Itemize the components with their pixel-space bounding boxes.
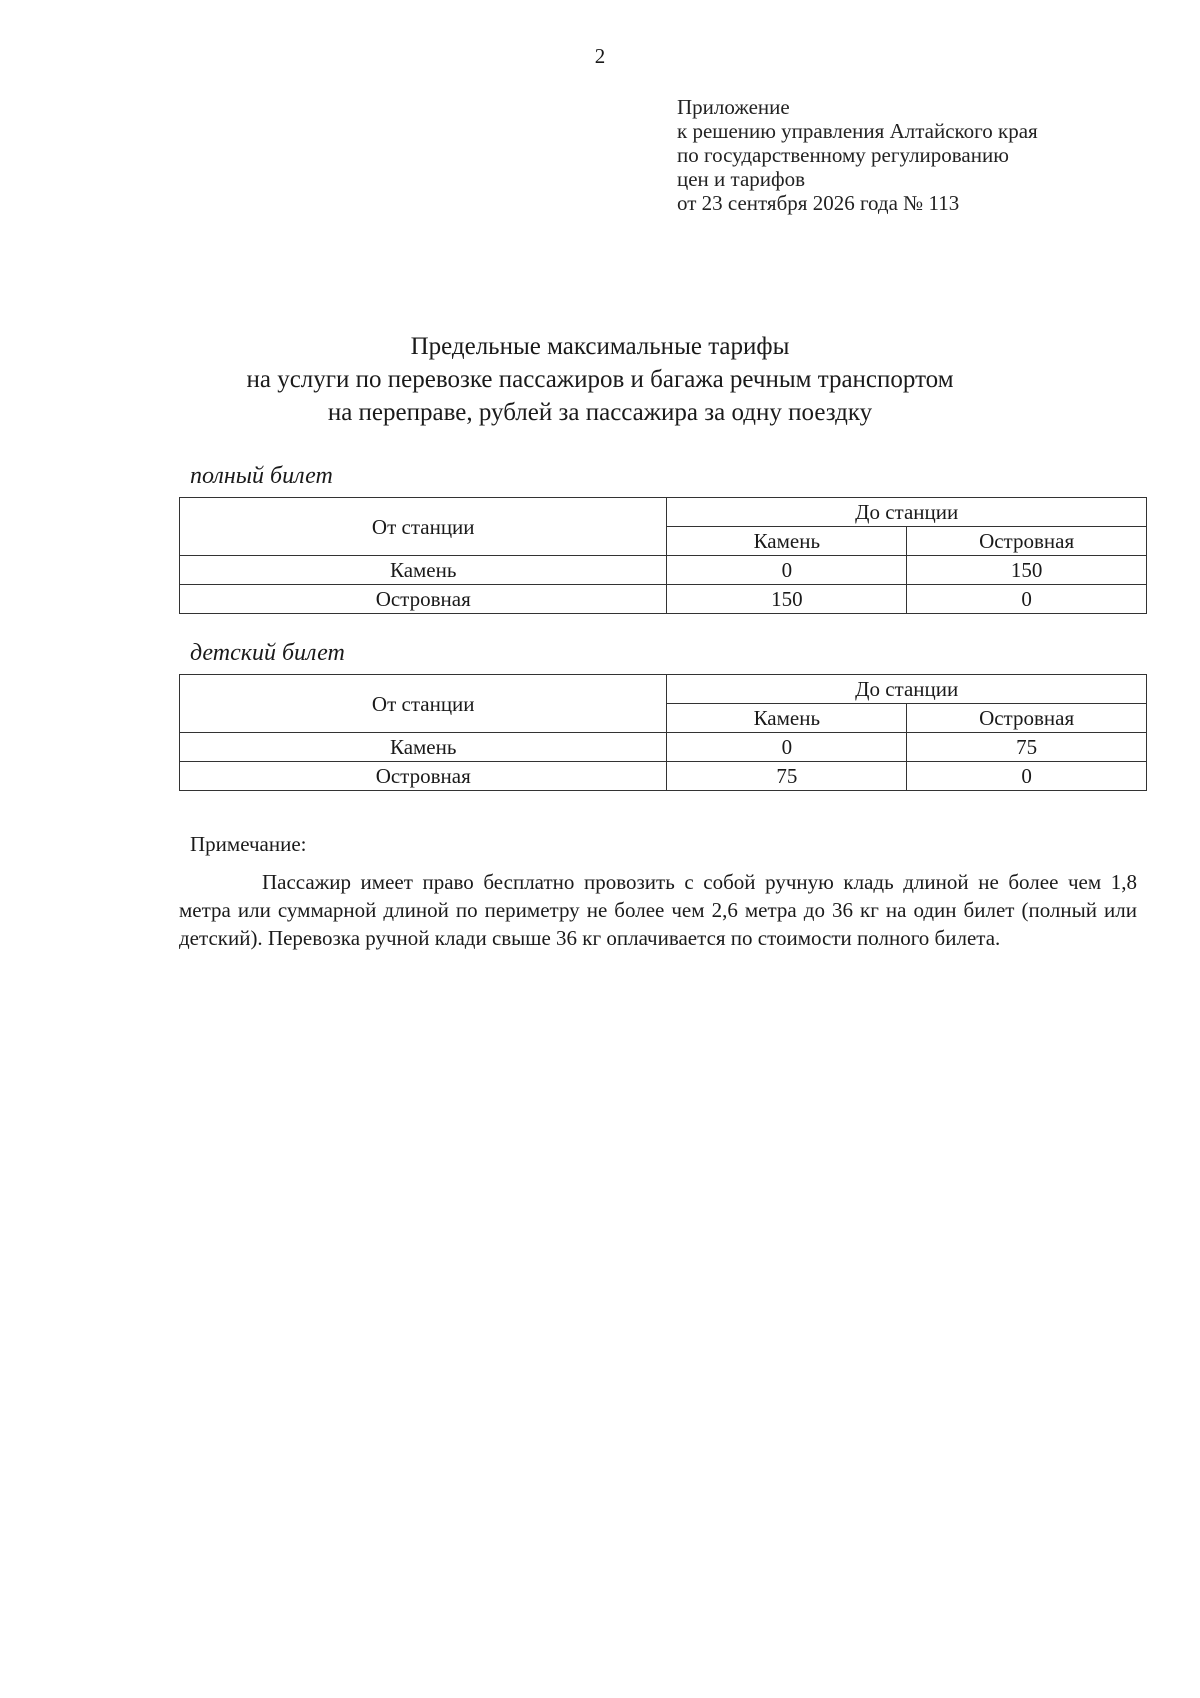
title-line: на услуги по перевозке пассажиров и багажа речным транспортом (246, 366, 954, 393)
fare-cell: 150 (667, 585, 907, 614)
note-heading: Примечание: (190, 832, 307, 856)
table-header-row (180, 498, 1147, 527)
header-from-station: От станции (180, 498, 667, 556)
fare-cell: 75 (667, 762, 907, 791)
page-number: 2 (594, 44, 606, 68)
note-text: Пассажир имеет право бесплатно провозить с собой ручную кладь длиной не более чем 1,8 метра или суммарной длиной по периметру не более чем 2,6 метра до 36 кг на один билет (полный или детский). Перевозка ручной клади свыше 36 кг оплачивается по стоимости полного билета. (179, 870, 1137, 950)
column-header: Камень (667, 527, 907, 556)
appendix-line: к решению управления Алтайского края (677, 119, 1038, 143)
fare-cell: 0 (667, 556, 907, 585)
fare-cell: 0 (907, 762, 1147, 791)
table-row (180, 556, 1147, 585)
row-station: Островная (180, 585, 667, 614)
header-from-station: От станции (180, 675, 667, 733)
header-to-station: До станции (667, 675, 1147, 704)
appendix-line: по государственному регулированию (677, 143, 1009, 167)
full-ticket-table (179, 497, 1147, 614)
fare-cell: 150 (907, 556, 1147, 585)
table-row (180, 733, 1147, 762)
table-row (180, 762, 1147, 791)
appendix-line: Приложение (677, 95, 790, 119)
table-header-row (180, 675, 1147, 704)
row-station: Камень (180, 733, 667, 762)
row-station: Камень (180, 556, 667, 585)
table-row (180, 585, 1147, 614)
appendix-line: от 23 сентября 2026 года № 113 (677, 191, 960, 215)
column-header: Островная (907, 527, 1147, 556)
child-ticket-label: детский билет (190, 640, 345, 666)
appendix-line: цен и тарифов (677, 167, 806, 191)
title-line: на переправе, рублей за пассажира за одну поездку (327, 399, 873, 426)
full-ticket-label: полный билет (190, 463, 333, 489)
appendix-header (677, 95, 1038, 215)
fare-cell: 0 (667, 733, 907, 762)
column-header: Камень (667, 704, 907, 733)
row-station: Островная (180, 762, 667, 791)
fare-cell: 75 (907, 733, 1147, 762)
document-title (0, 330, 1200, 429)
child-ticket-table (179, 674, 1147, 791)
header-to-station: До станции (667, 498, 1147, 527)
fare-cell: 0 (907, 585, 1147, 614)
column-header: Островная (907, 704, 1147, 733)
title-line: Предельные максимальные тарифы (410, 333, 790, 360)
